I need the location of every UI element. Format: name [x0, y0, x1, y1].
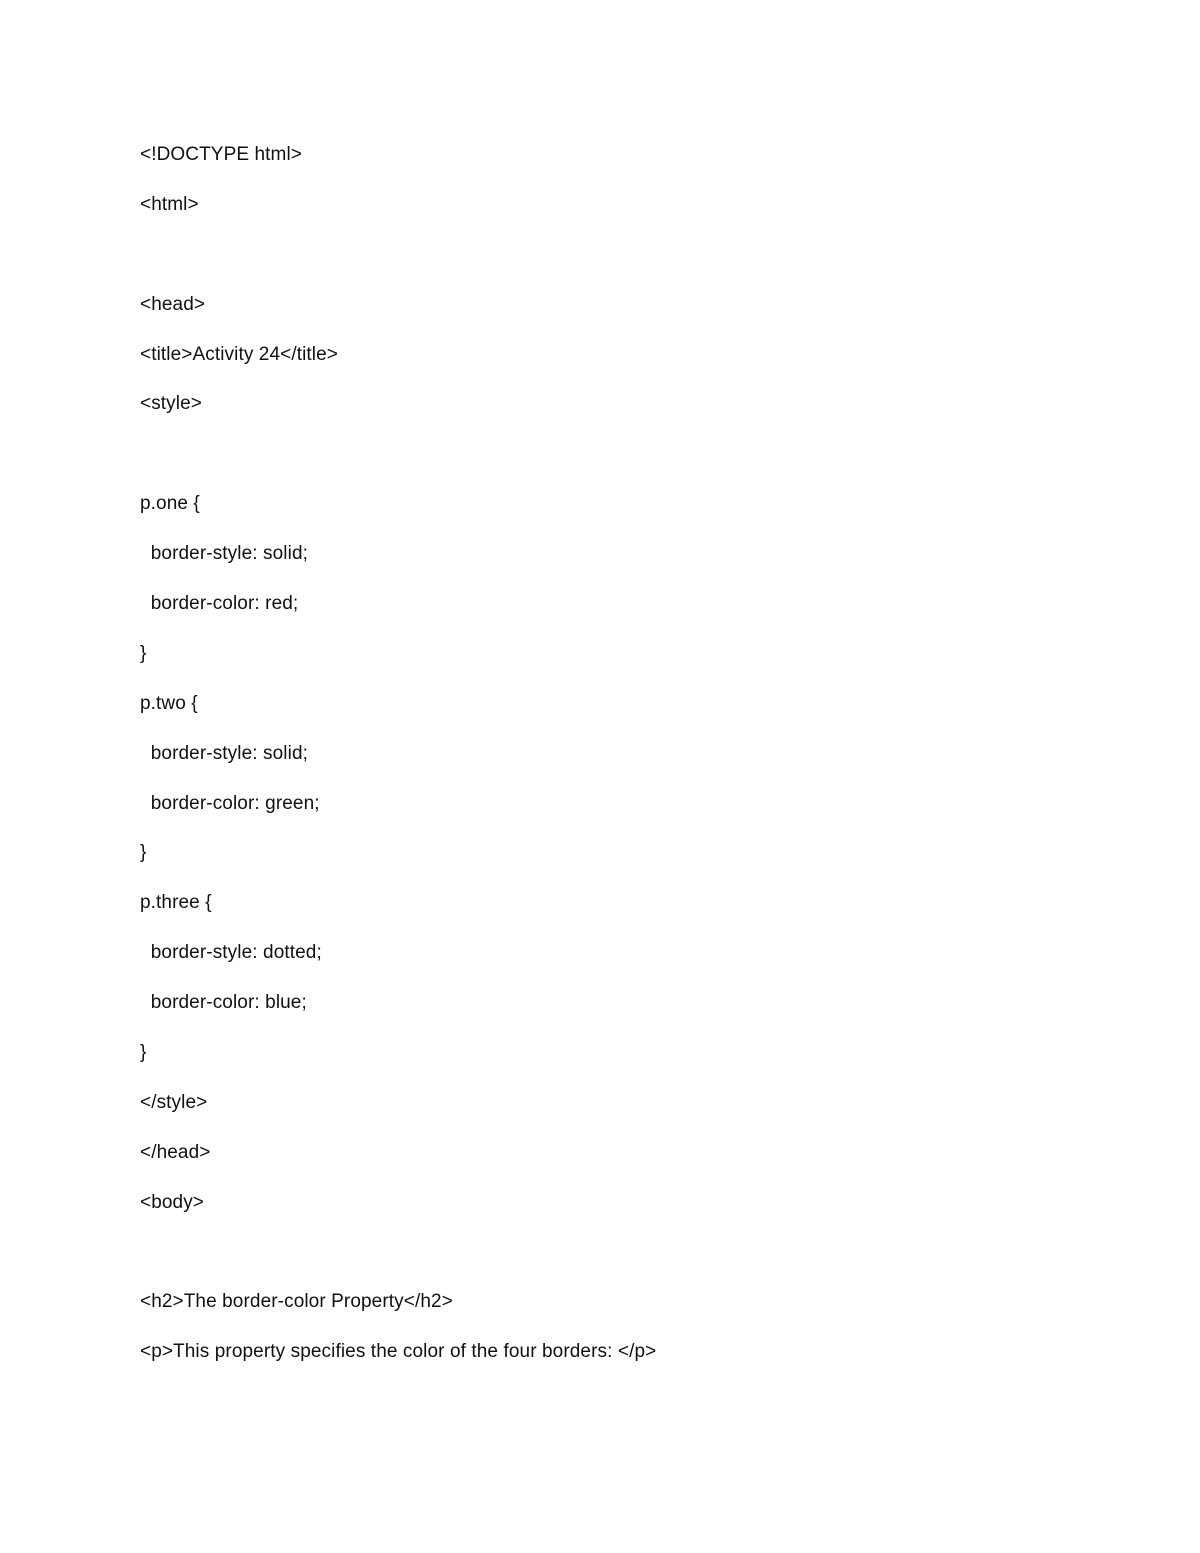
code-line: border-color: red; — [140, 593, 299, 615]
code-line: border-style: solid; — [140, 742, 308, 764]
code-line: border-color: blue; — [140, 992, 307, 1014]
code-line: </style> — [140, 1091, 208, 1113]
code-line: } — [140, 1042, 147, 1064]
code-line: <p>This property specifies the color of the four borders: </p> — [140, 1341, 657, 1363]
code-line: p.two { — [140, 692, 198, 714]
code-listing — [140, 142, 656, 1389]
code-line: <title>Activity 24</title> — [140, 343, 338, 365]
code-line: border-color: green; — [140, 792, 320, 814]
code-line: <html> — [140, 193, 199, 215]
code-line: border-style: solid; — [140, 543, 308, 565]
code-line: p.one { — [140, 493, 200, 515]
code-line: border-style: dotted; — [140, 942, 322, 964]
code-line: } — [140, 842, 147, 864]
code-line: <head> — [140, 293, 206, 315]
blank-line — [140, 1240, 656, 1290]
code-line: </head> — [140, 1141, 211, 1163]
code-line: <!DOCTYPE html> — [140, 144, 302, 165]
blank-line — [140, 242, 656, 292]
code-line: <h2>The border-color Property</h2> — [140, 1291, 453, 1313]
code-line: p.three { — [140, 892, 212, 914]
code-line: } — [140, 642, 147, 664]
code-line: <body> — [140, 1191, 204, 1213]
code-line: <style> — [140, 393, 202, 415]
blank-line — [140, 441, 656, 491]
